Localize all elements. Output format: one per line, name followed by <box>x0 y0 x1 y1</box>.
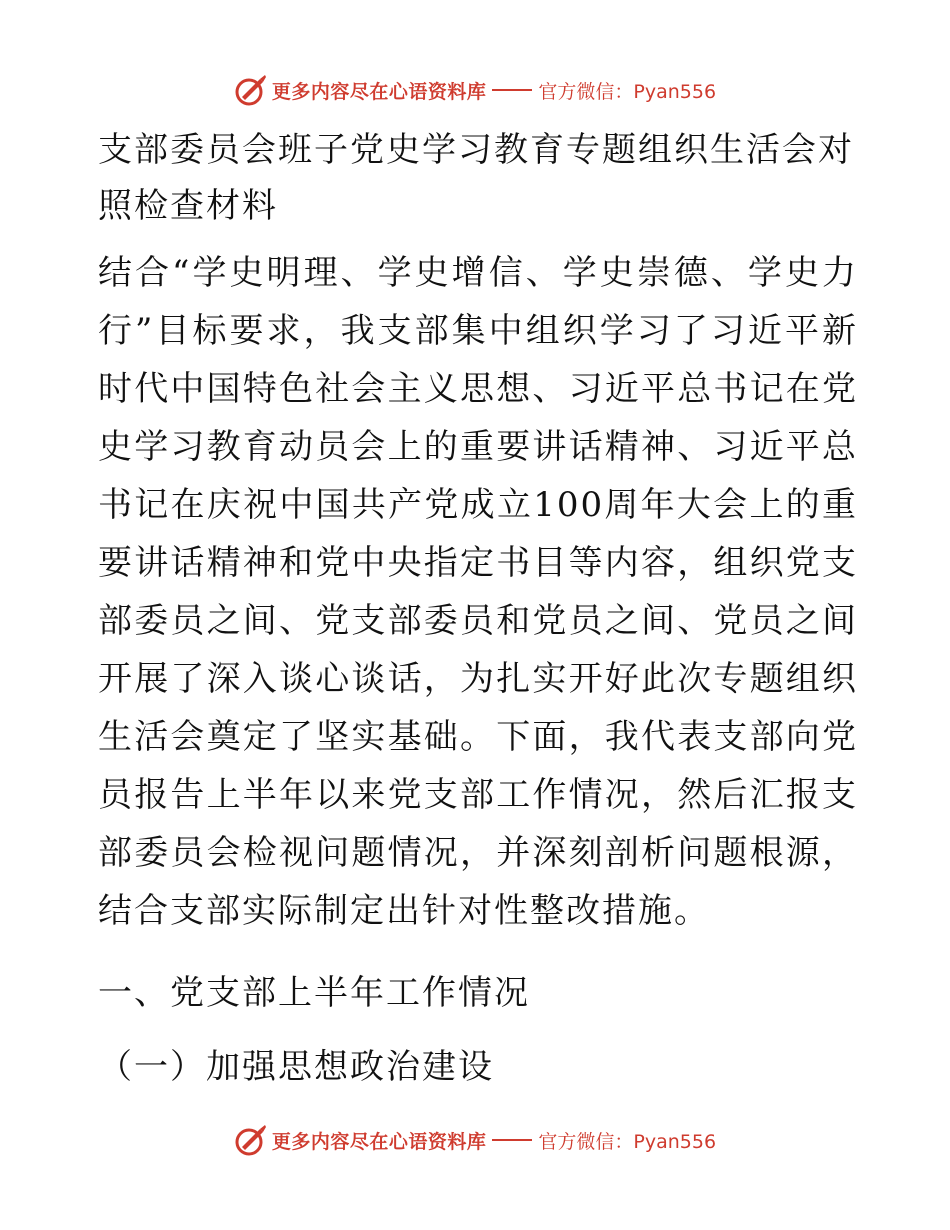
subsection-heading: （一）加强思想政治建设 <box>98 1047 494 1087</box>
banner-wechat: 官方微信：Pyan556 <box>538 1130 717 1153</box>
banner-text: 更多内容尽在心语资料库 <box>271 80 487 103</box>
section-heading: 一、党支部上半年工作情况 <box>98 973 530 1013</box>
banner-text: 更多内容尽在心语资料库 <box>271 1130 487 1153</box>
quill-logo-icon <box>234 73 268 107</box>
quill-logo-icon <box>234 1123 268 1157</box>
header-banner <box>0 70 950 110</box>
banner-wechat: 官方微信：Pyan556 <box>538 80 717 103</box>
document-title: 支部委员会班子党史学习教育专题组织生活会对照检查材料 <box>98 130 854 226</box>
footer-banner <box>0 1120 950 1160</box>
banner-divider <box>492 89 532 91</box>
document-body <box>98 122 858 1096</box>
intro-paragraph: 结合“学史明理、学史增信、学史崇德、学史力行”目标要求，我支部集中组织学习了习近平新时代中国特色社会主义思想、习近平总书记在党史学习教育动员会上的重要讲话精神、习近平总书记在庆祝中国共产党成立100周年大会上的重要讲话精神和党中央指定书目等内容，组织党支部委员之间、党支部委员和党员之间、党员之间开展了深入谈心谈话，为扎实开好此次专题组织生活会奠定了坚实基础。下面，我代表支部向党员报告上半年以来党支部工作情况，然后汇报支部委员会检视问题情况，并深刻剖析问题根源，结合支部实际制定出针对性整改措施。 <box>98 253 858 931</box>
banner-divider <box>492 1139 532 1141</box>
